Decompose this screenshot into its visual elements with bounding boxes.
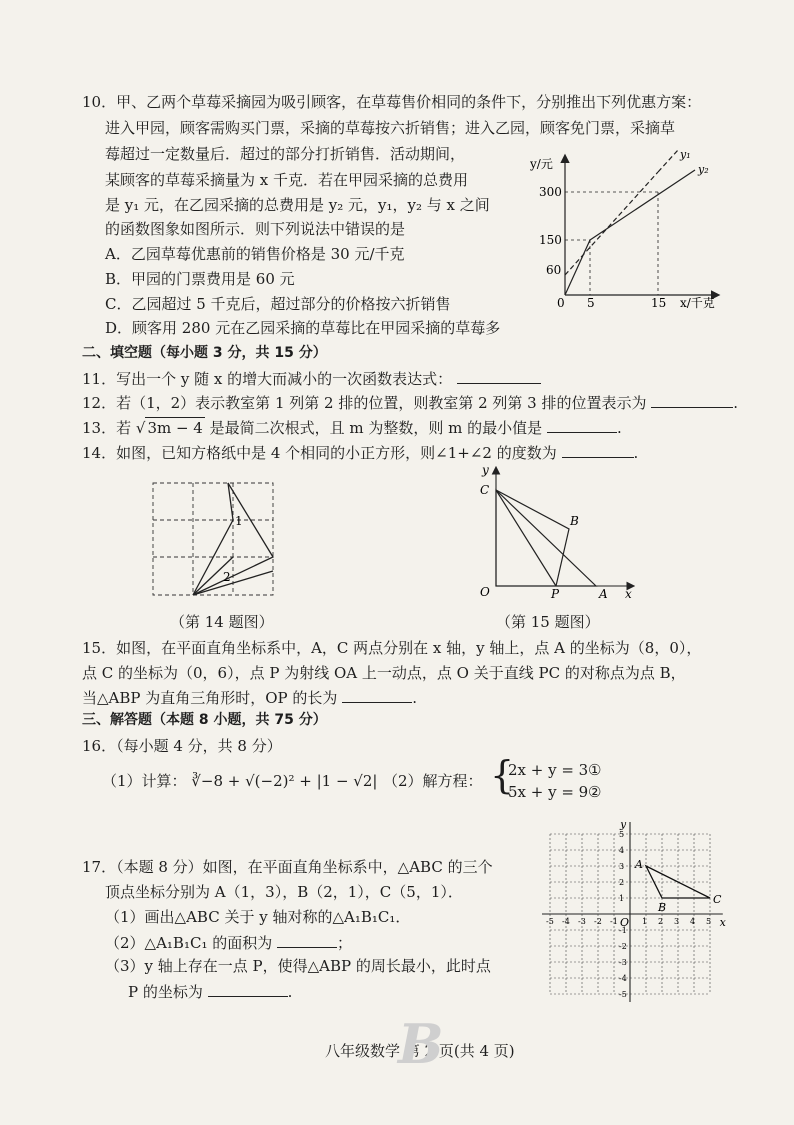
q10-option-a: A．乙园草莓优惠前的销售价格是 30 元/千克: [105, 245, 405, 263]
y-tick-label: -1: [619, 926, 627, 935]
fig14-angle1-label: 1: [235, 514, 243, 528]
svg-text:A: A: [599, 587, 608, 601]
x-tick-label: 5: [706, 917, 712, 926]
tick-15: 15: [651, 296, 667, 310]
fig14-caption: （第 14 题图）: [170, 613, 274, 631]
x-tick-label: 4: [690, 917, 696, 926]
fig14-angle2-label: 2: [223, 570, 231, 584]
q14-text: 14．如图，已知方格纸中是 4 个相同的小正方形，则∠1+∠2 的度数为: [82, 444, 557, 462]
x-tick-label: -1: [610, 917, 618, 926]
tick-5: 5: [587, 296, 595, 310]
x-tick-label: -2: [594, 917, 602, 926]
tick-300: 300: [539, 185, 562, 199]
q15-line1: 15．如图，在平面直角坐标系中，A，C 两点分别在 x 轴，y 轴上，点 A 的坐标为（8，0），: [82, 639, 702, 657]
q10-option-c: C．乙园超过 5 千克后，超过部分的价格按六折销售: [105, 295, 451, 313]
svg-text:y: y: [482, 463, 489, 477]
q16-part1: [102, 771, 377, 791]
q14-answer-blank[interactable]: [562, 442, 634, 458]
q10-line4: 某顾客的草莓采摘量为 x 千克．若在甲园采摘的总费用: [105, 171, 468, 189]
y2-segment1: [565, 240, 590, 295]
x-tick-label: -3: [578, 917, 586, 926]
q16-part1-expression: ∛−8 + √(−2)² + |1 − √2|: [191, 772, 378, 790]
q16-head: 16．（每小题 4 分，共 8 分）: [82, 737, 282, 755]
x-tick-label: 2: [658, 917, 664, 926]
q13-line: 13．若 √ 3m − 4 是最简二次根式，且 m 为整数，则 m 的最小值是 .: [82, 419, 622, 437]
tick-60: 60: [546, 263, 562, 277]
section-2-title: 二、填空题（每小题 3 分，共 15 分）: [82, 345, 327, 361]
y-tick-label: 1: [619, 894, 625, 903]
q10-option-d: D．顾客用 280 元在乙园采摘的草莓比在甲园采摘的草莓多: [105, 319, 501, 337]
x-axis-label: x: [719, 916, 726, 929]
q17-area-blank[interactable]: [277, 932, 337, 948]
graph-y2-label: y₂: [698, 163, 709, 176]
y-tick-label: 2: [619, 878, 625, 887]
x-tick-label: -4: [562, 917, 570, 926]
q17-line1: 17．（本题 8 分）如图，在平面直角坐标系中，△ABC 的三个: [82, 858, 493, 876]
y-axis-label: y: [620, 822, 627, 831]
q17-line4: （2）△A₁B₁C₁ 的面积为 ；: [105, 934, 353, 952]
system-brace: {: [490, 753, 515, 797]
q10-line2: 进入甲园，顾客需购买门票，采摘的草莓按六折销售；进入乙园，顾客免门票，采摘草: [105, 119, 676, 137]
fig15-point-b-lines: [496, 490, 569, 586]
paper-version-watermark: B: [398, 1012, 444, 1076]
point-a-label: A: [635, 858, 643, 871]
figure-14: [145, 475, 285, 615]
page-footer: 八年级数学 第 2 页(共 4 页): [325, 1042, 515, 1060]
q17-point-blank[interactable]: [208, 981, 288, 997]
y-tick-label: 5: [619, 830, 625, 839]
q15-answer-blank[interactable]: [342, 687, 412, 703]
q13-prefix: 13．若: [82, 419, 132, 437]
q16-equation2: 5x + y = 9: [508, 783, 589, 801]
fig15-caption: （第 15 题图）: [496, 613, 600, 631]
q10-line6: 的函数图象如图所示．则下列说法中错误的是: [105, 220, 406, 238]
q10-line5: 是 y₁ 元，在乙园采摘的总费用是 y₂ 元，y₁，y₂ 与 x 之间: [105, 196, 490, 214]
q12-line: 12．若（1，2）表示教室第 1 列第 2 排的位置，则教室第 2 列第 3 排的位置表示为 .: [82, 394, 739, 412]
y-tick-label: -2: [619, 942, 627, 951]
q16-equation1: 2x + y = 3: [508, 761, 589, 779]
q16-part1-label: （1）计算：: [102, 772, 187, 790]
q17-line3: （1）画出△ABC 关于 y 轴对称的△A₁B₁C₁．: [105, 908, 411, 926]
y1-line: [565, 172, 658, 275]
q13-suffix: 是最简二次根式，且 m 为整数，则 m 的最小值是: [209, 419, 543, 437]
q11-line: [82, 368, 541, 389]
graph-y-label: y/元: [530, 157, 553, 171]
q15-line3: 当△ABP 为直角三角形时，OP 的长为 .: [82, 689, 417, 707]
point-c-label: C: [713, 893, 722, 906]
tick-150: 150: [539, 233, 562, 247]
q17-line5: （3）y 轴上存在一点 P，使得△ABP 的周长最小，此时点: [105, 957, 491, 975]
fig15-triangle-oac: [496, 490, 596, 586]
x-tick-label: -5: [546, 917, 554, 926]
x-tick-label: 1: [642, 917, 648, 926]
q17-area-text: （2）△A₁B₁C₁ 的面积为: [105, 934, 273, 952]
svg-text:O: O: [480, 585, 490, 599]
q13-answer-blank[interactable]: [547, 417, 617, 433]
q17-line6: P 的坐标为 .: [128, 983, 293, 1001]
graph-x-label: x/千克: [680, 296, 715, 310]
y-tick-label: 4: [619, 846, 625, 855]
svg-text:P: P: [551, 587, 560, 601]
q11-text: 11．写出一个 y 随 x 的增大而减小的一次函数表达式：: [82, 370, 453, 388]
y2-segment2: [590, 170, 695, 240]
q15-line2: 点 C 的坐标为（0，6），点 P 为射线 OA 上一动点，点 O 关于直线 PC 的对称点为点 B，: [82, 664, 686, 682]
fig15-line-pc: [496, 490, 556, 586]
svg-text:x: x: [625, 587, 632, 601]
q10-line3: 莓超过一定数量后．超过的部分打折销售．活动期间，: [105, 145, 466, 163]
y-tick-label: -4: [619, 974, 627, 983]
q16-eq1-number: ①: [588, 761, 602, 779]
figure-15: [468, 462, 638, 607]
q12-answer-blank[interactable]: [651, 392, 733, 408]
q17-line2: 顶点坐标分别为 A（1，3），B（2，1），C（5，1）．: [105, 883, 463, 901]
y-tick-label: -5: [619, 990, 627, 999]
graph-y1-label: y₁: [680, 150, 691, 161]
x-tick-label: 3: [674, 917, 680, 926]
q11-answer-blank[interactable]: [457, 368, 541, 384]
q14-line: 14．如图，已知方格纸中是 4 个相同的小正方形，则∠1+∠2 的度数为 .: [82, 444, 639, 462]
section-3-title: 三、解答题（本题 8 小题，共 75 分）: [82, 712, 327, 728]
q15-text: 当△ABP 为直角三角形时，OP 的长为: [82, 689, 338, 707]
q13-radicand: 3m − 4: [147, 419, 203, 437]
q16-eq2-number: ②: [588, 783, 602, 801]
q10-function-graph: [530, 150, 730, 310]
q17-point-text: P 的坐标为: [128, 983, 203, 1001]
y-tick-label: 3: [619, 862, 625, 871]
q10-line1: 10．甲、乙两个草莓采摘园为吸引顾客，在草莓售价相同的条件下，分别推出下列优惠方案：: [82, 93, 702, 111]
q13-radical: √ 3m − 4: [135, 419, 203, 437]
svg-text:C: C: [480, 483, 490, 497]
q17-coordinate-grid: [532, 822, 732, 1022]
point-b-label: B: [658, 901, 667, 914]
tick-0: 0: [557, 296, 565, 310]
q12-text: 12．若（1，2）表示教室第 1 列第 2 排的位置，则教室第 2 列第 3 排的位置表示为: [82, 394, 647, 412]
q10-option-b: B．甲园的门票费用是 60 元: [105, 270, 295, 288]
q16-part2-label: （2）解方程：: [383, 772, 483, 790]
y-tick-label: -3: [619, 958, 627, 967]
origin-label: O: [620, 916, 630, 929]
svg-text:B: B: [570, 514, 579, 528]
